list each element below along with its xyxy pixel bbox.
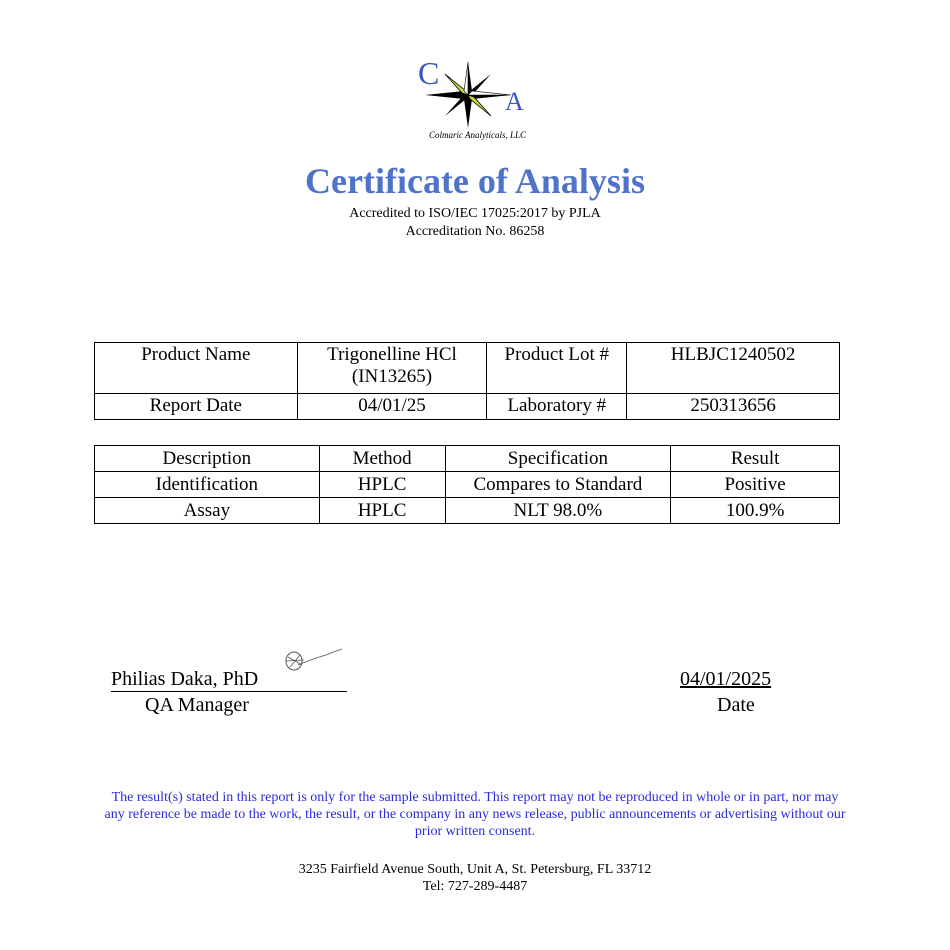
table-row [95, 472, 840, 498]
footer-address [0, 861, 950, 895]
report-date-label: Report Date [95, 394, 298, 420]
product-lot-label: Product Lot # [487, 343, 627, 394]
product-info-table [94, 342, 840, 420]
logo-letter-a: A [505, 87, 524, 116]
compass-star-icon [423, 60, 513, 130]
table-row [95, 498, 840, 524]
table-row [95, 394, 840, 420]
product-name-line-2: (IN13265) [351, 366, 433, 387]
column-header-result: Result [671, 446, 840, 472]
product-lot-value: HLBJC1240502 [627, 343, 840, 394]
date-label: Date [717, 694, 755, 716]
phone-line: Tel: 727-289-4487 [422, 879, 528, 894]
address-line: 3235 Fairfield Avenue South, Unit A, St. Petersburg, FL 33712 [298, 862, 652, 877]
signer-title: QA Manager [145, 694, 249, 716]
page-title: Certificate of Analysis [305, 161, 645, 201]
cell-description: Identification [95, 472, 320, 498]
accreditation-line-2: Accreditation No. 86258 [405, 224, 545, 239]
product-name-value [297, 343, 487, 394]
cell-method: HPLC [319, 472, 445, 498]
column-header-specification: Specification [445, 446, 671, 472]
cell-result: Positive [671, 472, 840, 498]
table-header-row [95, 446, 840, 472]
handwritten-signature-icon [278, 645, 344, 677]
results-table [94, 445, 840, 524]
signer-name: Philias Daka, PhD [111, 668, 347, 692]
laboratory-value: 250313656 [627, 394, 840, 420]
accreditation-line-1: Accredited to ISO/IEC 17025:2017 by PJLA [349, 206, 601, 221]
logo-company-name: Colmaric Analyticals, LLC [428, 130, 527, 140]
laboratory-label: Laboratory # [487, 394, 627, 420]
disclaimer-text: The result(s) stated in this report is only for the sample submitted. This report may not be reproduced in whole or in part, nor may any reference be made to the work, the result, or the company in any news release, public announcements or advertising without our prior written consent. [104, 790, 846, 839]
column-header-description: Description [95, 446, 320, 472]
product-name-line-1: Trigonelline HCl [327, 344, 457, 365]
report-date-value: 04/01/25 [297, 394, 487, 420]
company-logo [405, 55, 550, 150]
column-header-method: Method [319, 446, 445, 472]
cell-description: Assay [95, 498, 320, 524]
product-name-label: Product Name [95, 343, 298, 394]
cell-result: 100.9% [671, 498, 840, 524]
cell-specification: NLT 98.0% [445, 498, 671, 524]
sign-date: 04/01/2025 [680, 668, 772, 690]
cell-method: HPLC [319, 498, 445, 524]
logo-letter-c: C [418, 55, 440, 91]
table-row [95, 343, 840, 394]
cell-specification: Compares to Standard [445, 472, 671, 498]
